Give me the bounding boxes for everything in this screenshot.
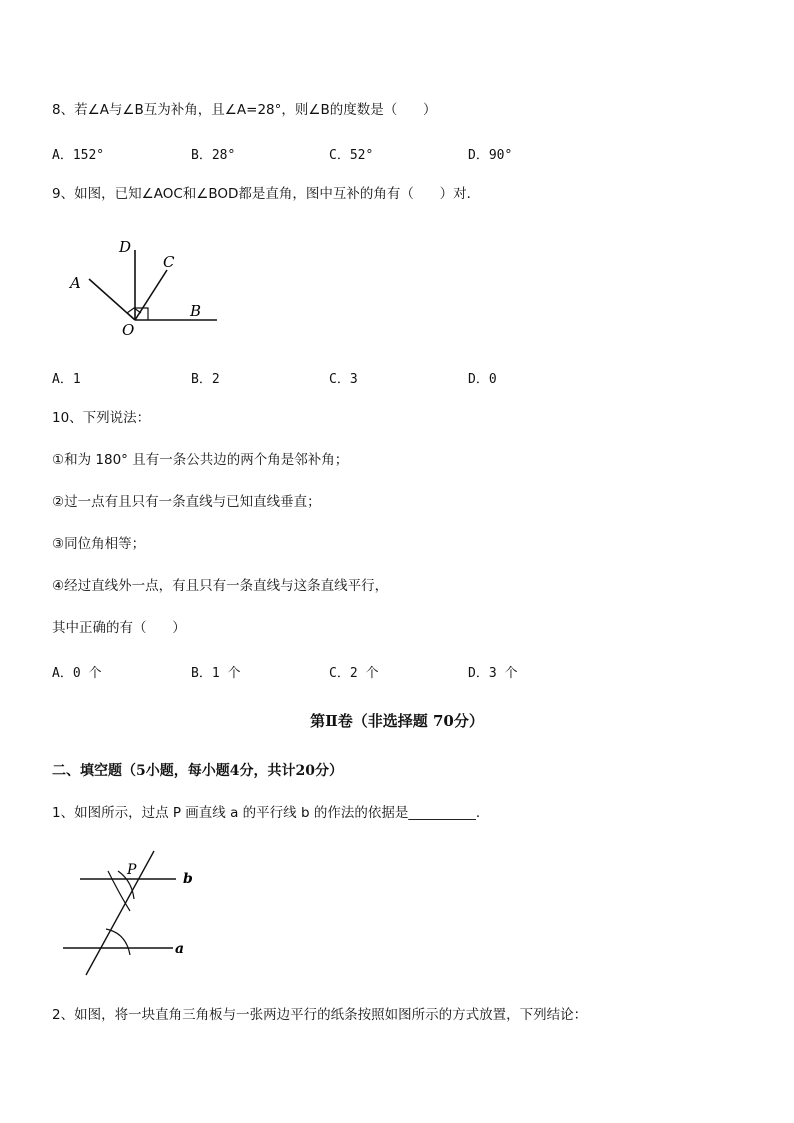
- option-d: D．0: [468, 372, 497, 387]
- question-8-text: 8、若∠A与∠B互为补角，且∠A=28°，则∠B的度数是（ ）: [52, 102, 437, 118]
- option-c: C．2 个: [329, 666, 379, 681]
- label-b: b: [183, 871, 193, 887]
- question-10-options: [52, 662, 612, 680]
- label-c: C: [163, 253, 175, 271]
- statement-2: ②过一点有且只有一条直线与已知直线垂直；: [52, 494, 321, 510]
- label-o: O: [122, 321, 135, 339]
- option-a: A．1: [52, 372, 81, 387]
- parallel-construction-figure: [58, 845, 218, 985]
- angle-figure: [60, 232, 260, 342]
- label-p: P: [127, 862, 137, 878]
- question-9-text: 9、如图，已知∠AOC和∠BOD都是直角，图中互补的角有（ ）对．: [52, 186, 481, 202]
- label-a: a: [175, 941, 185, 957]
- question-10-text: 10、下列说法：: [52, 410, 151, 426]
- option-b: B．2: [191, 372, 220, 387]
- option-a: A．152°: [52, 148, 105, 163]
- section-2-title: 第Ⅱ卷（非选择题 70分）: [310, 712, 484, 730]
- section-2-subtitle: 二、填空题（5小题，每小题4分，共计20分）: [52, 763, 343, 779]
- option-b: B．1 个: [191, 666, 241, 681]
- question-9-options: [52, 368, 612, 386]
- fill-2-text: 2、如图，将一块直角三角板与一张两边平行的纸条按照如图所示的方式放置，下列结论：: [52, 1007, 588, 1023]
- statement-4: ④经过直线外一点，有且只有一条直线与这条直线平行，: [52, 578, 389, 594]
- question-8-options: [52, 144, 612, 162]
- statement-1: ①和为 180° 且有一条公共边的两个角是邻补角；: [52, 452, 349, 468]
- option-b: B．28°: [191, 148, 236, 163]
- question-10-prompt: 其中正确的有（ ）: [52, 620, 186, 636]
- option-c: C．3: [329, 372, 358, 387]
- label-d: D: [119, 238, 132, 256]
- option-d: D．90°: [468, 148, 513, 163]
- fill-1-text: 1、如图所示，过点 P 画直线 a 的平行线 b 的作法的依据是__________．: [52, 805, 490, 821]
- option-d: D．3 个: [468, 666, 518, 681]
- statement-3: ③同位角相等；: [52, 536, 146, 552]
- label-a: A: [70, 274, 81, 292]
- option-a: A．0 个: [52, 666, 102, 681]
- label-b: B: [190, 302, 202, 320]
- option-c: C．52°: [329, 148, 374, 163]
